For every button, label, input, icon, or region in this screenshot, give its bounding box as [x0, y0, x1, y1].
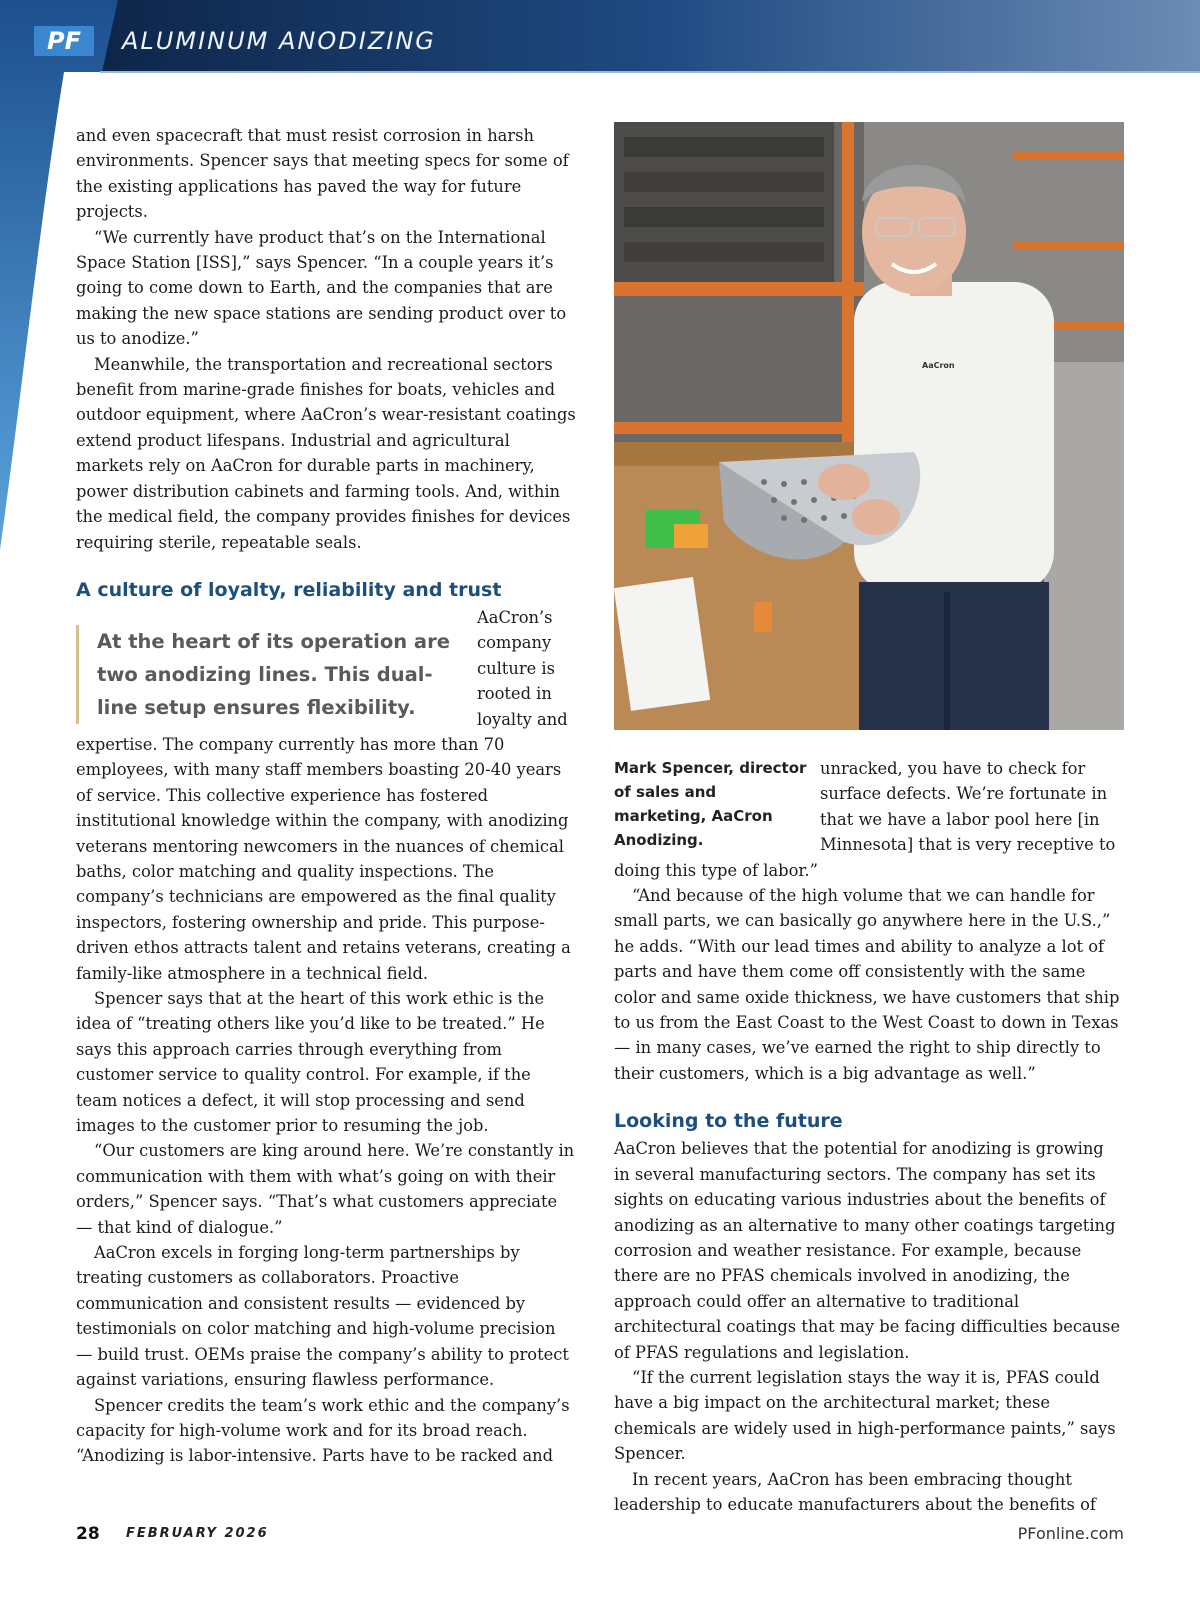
right-column	[614, 756, 1124, 1517]
body-paragraph: “If the current legislation stays the way it is, PFAS could have a big impact on the architectural market; these chemicals are widely used in high-performance paints,” says Spencer.	[614, 1367, 1116, 1464]
page-number: 28	[76, 1524, 100, 1544]
photo-illustration	[614, 122, 1124, 730]
body-paragraph: Spencer says that at the heart of this work ethic is the idea of “treating others like you’d like to be treated.” He says this approach carries through everything from customer service to quality control. For example, if the team notices a defect, it will stop processing and send images to the customer prior to resuming the job.	[76, 989, 545, 1136]
body-paragraph: AaCron believes that the potential for anodizing is growing in several manufacturing sectors. The company has set its sights on educating various industries about the benefits of anodizing as an alternative to many other coatings targeting corrosion and weather resistance. For example, because there are no PFAS chemicals involved in anodizing, the approach could offer an alternative to traditional architectural coatings that may be facing difficulties because of PFAS regulations and legislation.	[614, 1139, 1121, 1362]
pull-quote: At the heart of its operation are two anodizing lines. This dual-line setup ensures flexibility.	[76, 625, 469, 724]
body-paragraph: AaCron excels in forging long-term partnerships by treating customers as collaborators. Proactive communication and consistent results — evidenced by testimonials on color matching and high-volume precision — build trust. OEMs praise the company’s ability to protect against variations, ensuring flawless performance.	[76, 1243, 569, 1390]
page-footer	[76, 1524, 1124, 1552]
shirt-logo: AaCron	[922, 361, 955, 370]
site-link[interactable]: PFonline.com	[1017, 1524, 1124, 1543]
body-paragraph: In recent years, AaCron has been embracing thought leadership to educate manufacturers about the benefits of	[614, 1469, 1096, 1514]
left-column	[76, 123, 576, 1469]
article-photo	[614, 122, 1124, 730]
header-band	[0, 0, 1200, 72]
body-paragraph: and even spacecraft that must resist corrosion in harsh environments. Spencer says that meeting specs for some of the existing applications has paved the way for future projects.	[76, 126, 569, 222]
pf-logo[interactable]: PF	[34, 26, 94, 56]
issue-date: FEBRUARY 2026	[126, 1526, 269, 1541]
body-paragraph: “Our customers are king around here. We’re constantly in communication with them with what’s going on with their orders,” Spencer says. “That’s what customers appreciate — that kind of dialogue.”	[76, 1141, 575, 1237]
body-paragraph: unracked, you have to check for surface defects. We’re fortunate in that we have a labor pool here [in Minnesota] that is very receptive to doing this type of labor.”	[614, 759, 1116, 880]
section-heading: Looking to the future	[614, 1110, 843, 1133]
photo-caption: Mark Spencer, director of sales and marketing, AaCron Anodizing.	[614, 759, 807, 849]
body-paragraph: “And because of the high volume that we can handle for small parts, we can basically go anywhere here in the U.S.,” he adds. “With our lead times and ability to analyze a lot of parts and have them come off consistently with the same color and same oxide thickness, we have customers that ship to us from the East Coast to the West Coast to down in Texas — in many cases, we’ve earned the right to ship directly to their customers, which is a big advantage as well.”	[614, 886, 1120, 1083]
section-heading: A culture of loyalty, reliability and trust	[76, 578, 502, 601]
body-paragraph: Spencer credits the team’s work ethic and the company’s capacity for high-volume work and for its broad reach. “Anodizing is labor-intensive. Parts have to be racked and	[76, 1395, 570, 1466]
body-paragraph: Meanwhile, the transportation and recreational sectors benefit from marine-grade finishes for boats, vehicles and outdoor equipment, where AaCron’s wear-resistant coatings extend product lifespans. Industrial and agricultural markets rely on AaCron for durable parts in machinery, power distribution cabinets and farming tools. And, within the medical field, the company provides finishes for devices requiring sterile, repeatable seals.	[76, 354, 576, 552]
section-title: ALUMINUM ANODIZING	[122, 27, 436, 55]
body-paragraph: AaCron’s company culture is rooted in loyalty and expertise. The company currently has more than 70 employees, with many staff members boasting 20-40 years of service. This collective experience has fostered institutional knowledge within the company, with anodizing veterans mentoring newcomers in the nuances of chemical baths, color matching and quality inspections. The company’s technicians are empowered as the final quality inspectors, fostering ownership and pride. This purpose-driven ethos attracts talent and retains veterans, creating a family-like atmosphere in a technical field.	[76, 607, 571, 983]
body-paragraph: “We currently have product that’s on the International Space Station [ISS],” says Spencer. “In a couple years it’s going to come down to Earth, and the companies that are making the new space stations are sending product over to us to anodize.”	[76, 227, 567, 349]
